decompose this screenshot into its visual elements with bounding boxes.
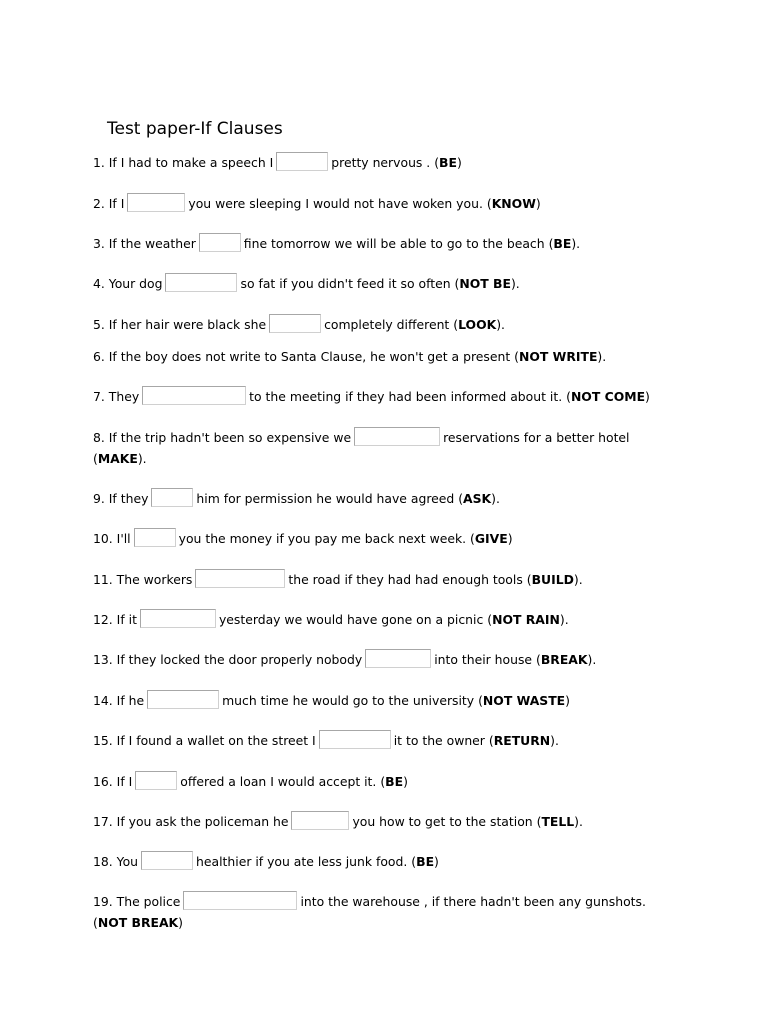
verb-hint-open: ( (434, 155, 440, 170)
answer-field-11[interactable] (195, 569, 285, 588)
question-text-after: the road if they had had enough tools (288, 572, 523, 587)
question-text-after: it to the owner (393, 733, 485, 748)
question-text-before: If I had to make a speech I (108, 155, 274, 170)
question-8-continued (93, 448, 147, 469)
question-9 (93, 488, 500, 509)
answer-field-15[interactable] (319, 730, 391, 749)
question-number: 19. (93, 894, 113, 909)
question-number: 12. (93, 612, 113, 627)
verb-hint-open: ( (526, 572, 532, 587)
verb-hint-open: ( (486, 196, 492, 211)
question-text-before: If they locked the door properly nobody (116, 652, 363, 667)
verb-hint: NOT BREAK (97, 915, 179, 930)
answer-field-13[interactable] (365, 649, 431, 668)
verb-hint-open: ( (470, 531, 475, 546)
question-text-after: reservations for a better hotel (443, 430, 630, 445)
verb-hint-close: ). (597, 349, 607, 364)
verb-hint-open: ( (536, 652, 541, 667)
verb-hint: BE (553, 236, 572, 251)
question-15 (93, 730, 559, 751)
verb-hint-close: ) (403, 774, 408, 789)
question-10 (93, 528, 513, 549)
question-text-after: much time he would go to the university (222, 693, 475, 708)
answer-field-17[interactable] (291, 811, 349, 830)
verb-hint-open: ( (454, 276, 460, 291)
verb-hint: NOT RAIN (492, 612, 560, 627)
verb-hint: ASK (463, 491, 492, 506)
question-18 (93, 851, 439, 872)
question-text-before: If he (116, 693, 145, 708)
verb-hint-close: ). (496, 317, 505, 332)
answer-field-8[interactable] (354, 427, 440, 446)
question-text-after: to the meeting if they had been informed about it. (249, 389, 563, 404)
verb-hint: BE (385, 774, 404, 789)
question-number: 8. (93, 430, 105, 445)
answer-field-12[interactable] (140, 609, 216, 628)
question-1 (93, 152, 462, 173)
question-number: 4. (93, 276, 105, 291)
answer-field-9[interactable] (151, 488, 193, 507)
question-text-before: The police (116, 894, 181, 909)
question-3 (93, 233, 580, 254)
answer-field-7[interactable] (142, 386, 246, 405)
question-text-after: you how to get to the station (352, 814, 533, 829)
question-text-after: so fat if you didn't feed it so often (240, 276, 451, 291)
question-number: 14. (93, 693, 113, 708)
verb-hint-close: ) (507, 531, 513, 546)
question-text-after: yesterday we would have gone on a picnic (218, 612, 484, 627)
answer-field-14[interactable] (147, 690, 219, 709)
verb-hint: NOT BE (459, 276, 511, 291)
question-text-before: If it (116, 612, 137, 627)
verb-hint-close: ) (456, 155, 462, 170)
question-text-before: If I found a wallet on the street I (116, 733, 316, 748)
answer-field-5[interactable] (269, 314, 321, 333)
question-text-before: If the weather (108, 236, 196, 251)
answer-field-10[interactable] (134, 528, 176, 547)
question-text-after: pretty nervous . (331, 155, 431, 170)
question-text-after: into the warehouse , if there hadn't been any gunshots. (300, 894, 646, 909)
verb-hint-open: ( (478, 693, 483, 708)
question-number: 6. (93, 349, 105, 364)
verb-hint: MAKE (97, 451, 138, 466)
question-6 (93, 346, 606, 367)
question-13 (93, 649, 596, 670)
question-text-after: offered a loan I would accept it. (180, 774, 377, 789)
question-text-before: Your dog (108, 276, 163, 291)
question-text-before: If I (108, 196, 125, 211)
question-text-after: fine tomorrow we will be able to go to the beach (243, 236, 545, 251)
verb-hint: BE (416, 854, 435, 869)
question-text-after: him for permission he would have agreed (196, 491, 455, 506)
question-number: 3. (93, 236, 105, 251)
answer-field-1[interactable] (276, 152, 328, 171)
question-text-before: I'll (116, 531, 131, 546)
question-number: 1. (93, 155, 105, 170)
answer-field-16[interactable] (135, 771, 177, 790)
question-number: 10. (93, 531, 113, 546)
question-text-before: If they (108, 491, 149, 506)
question-text-before: If the trip hadn't been so expensive we (108, 430, 352, 445)
verb-hint-close: ) (178, 915, 183, 930)
verb-hint-open: ( (488, 733, 494, 748)
verb-hint-open: ( (411, 854, 417, 869)
verb-hint-open: ( (566, 389, 571, 404)
verb-hint-close: ) (535, 196, 541, 211)
question-7 (93, 386, 650, 407)
verb-hint-open: ( (514, 349, 519, 364)
verb-hint-open: ( (548, 236, 554, 251)
question-16 (93, 771, 408, 792)
question-text-after: into their house (434, 652, 533, 667)
verb-hint-open: ( (487, 612, 493, 627)
verb-hint-close: ). (573, 572, 583, 587)
question-number: 7. (93, 389, 105, 404)
verb-hint: KNOW (491, 196, 536, 211)
verb-hint-open: ( (93, 451, 98, 466)
question-12 (93, 609, 569, 630)
verb-hint-close: ) (565, 693, 570, 708)
page-title: Test paper-If Clauses (107, 119, 283, 139)
verb-hint-open: ( (536, 814, 542, 829)
question-text-before: If I (116, 774, 133, 789)
verb-hint: BUILD (531, 572, 574, 587)
verb-hint: TELL (541, 814, 575, 829)
question-text-before: If her hair were black she (108, 317, 267, 332)
verb-hint: NOT WASTE (482, 693, 566, 708)
question-text-after: you the money if you pay me back next week. (178, 531, 467, 546)
verb-hint: BE (439, 155, 457, 170)
verb-hint-open: ( (93, 915, 98, 930)
question-number: 13. (93, 652, 113, 667)
verb-hint: NOT WRITE (519, 349, 598, 364)
question-number: 9. (93, 491, 105, 506)
question-19-continued (93, 912, 183, 933)
question-5 (93, 314, 505, 335)
verb-hint: NOT COME (570, 389, 646, 404)
verb-hint: RETURN (493, 733, 551, 748)
question-text-before: If you ask the policeman he (116, 814, 289, 829)
question-text-before: The workers (116, 572, 193, 587)
question-number: 16. (93, 774, 113, 789)
verb-hint: BREAK (540, 652, 588, 667)
question-2 (93, 193, 541, 214)
verb-hint-close: ). (559, 612, 569, 627)
verb-hint-open: ( (380, 774, 386, 789)
verb-hint-close: ). (491, 491, 500, 506)
verb-hint-close: ) (645, 389, 650, 404)
question-number: 18. (93, 854, 113, 869)
question-number: 2. (93, 196, 105, 211)
question-text-before: If the boy does not write to Santa Clause, he won't get a present (108, 349, 511, 364)
verb-hint-close: ). (137, 451, 147, 466)
question-8 (93, 427, 630, 448)
question-text-after: completely different (324, 317, 450, 332)
answer-field-3[interactable] (199, 233, 241, 252)
answer-field-18[interactable] (141, 851, 193, 870)
question-text-after: you were sleeping I would not have woken you. (188, 196, 483, 211)
question-19 (93, 891, 646, 912)
question-number: 15. (93, 733, 113, 748)
verb-hint-close: ) (434, 854, 439, 869)
question-4 (93, 273, 520, 294)
question-number: 5. (93, 317, 105, 332)
verb-hint-open: ( (453, 317, 459, 332)
question-number: 11. (93, 572, 113, 587)
answer-field-2[interactable] (127, 193, 185, 212)
answer-field-4[interactable] (165, 273, 237, 292)
question-11 (93, 569, 583, 590)
verb-hint-close: ). (587, 652, 597, 667)
answer-field-19[interactable] (183, 891, 297, 910)
verb-hint-close: ). (550, 733, 559, 748)
verb-hint-close: ). (574, 814, 583, 829)
question-text-before: You (116, 854, 139, 869)
verb-hint-open: ( (458, 491, 464, 506)
verb-hint: GIVE (474, 531, 508, 546)
question-text-before: They (108, 389, 140, 404)
question-17 (93, 811, 583, 832)
verb-hint-close: ). (510, 276, 520, 291)
verb-hint: LOOK (458, 317, 497, 332)
verb-hint-close: ). (571, 236, 581, 251)
question-text-after: healthier if you ate less junk food. (196, 854, 408, 869)
question-14 (93, 690, 570, 711)
question-number: 17. (93, 814, 113, 829)
